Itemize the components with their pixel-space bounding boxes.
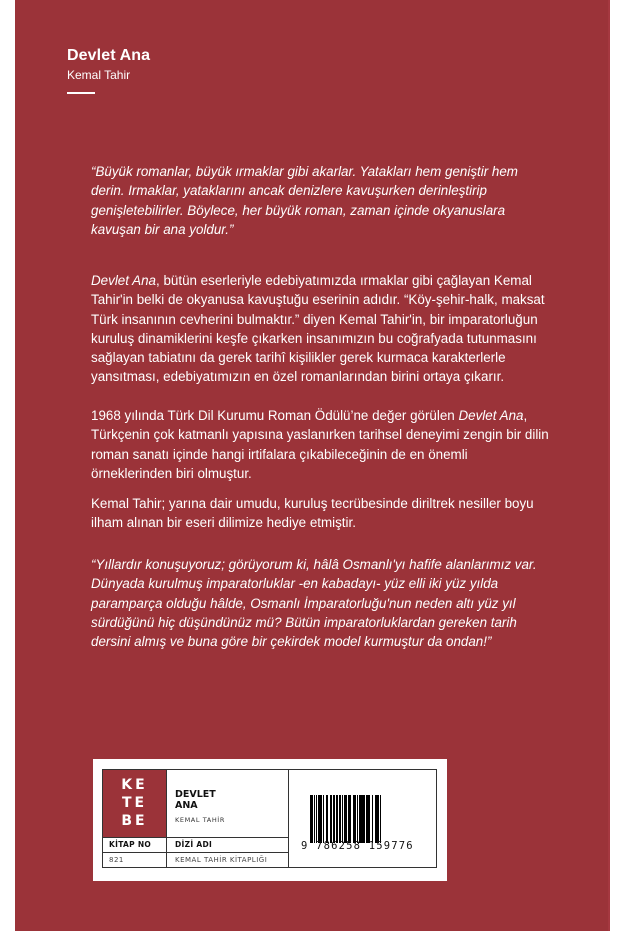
closing-quote [91,555,551,651]
isbn-number: 9 786258 159776 [301,840,414,852]
divider-vertical-2 [288,770,289,867]
paragraph-1-body: , bütün eserleriyle edebiyatımızda ırmaklar gibi çağlayan Kemal Tahir'in belki de okyanusa kavuştuğu eserinin adıdır. “Köy-şehir-halk, maksat Türk insanının cevherini bulmaktır.” diyen Kemal Tahir'in, bir imparatorluğun kuruluş dinamiklerini keşfe çıkarken insanımızın bu coğrafyada tutunmasını sağlayan tabiatını da gerek tarihî kişilikler gerek kurmaca karakterlerle yansıtması, edebiyatımızın en özel romanlarından birini ortaya çıkarır. [91,273,545,385]
book-no-header: KİTAP NO [109,840,152,849]
paragraph-1 [91,271,551,387]
paragraph-2 [91,406,551,483]
paragraph-2-body: , Türkçenin çok katmanlı yapısına yaslanırken tarihsel deneyimi zengin bir dilin roman sanatı içinde hangi irtifalara çıkabileceğinin de en önemli örneklerinden biri olmuştur. [91,408,549,481]
publisher-logo [103,770,166,837]
opening-quote-text: “Büyük romanlar, büyük ırmaklar gibi akarlar. Yatakları hem geniştir hem derin. Irmaklar, yataklarını ancak denizlere kavuşurken derinleştirip genişletebilirler. Böylece, her büyük roman, zaman içinde okyanuslara kavuşan bir ana yoldur.” [91,164,518,237]
paragraph-3 [91,494,551,533]
book-info-label [93,759,447,881]
book-title-italic: Devlet Ana [91,273,157,288]
label-table [102,769,437,868]
book-no-value: 821 [109,856,124,864]
barcode [310,795,413,843]
barcode-space [381,795,382,843]
logo-line-2: TE [121,795,148,811]
paragraph-1-text [91,271,551,387]
label-book-title [175,789,216,811]
divider-horizontal-1 [103,837,288,838]
logo-line-1: KE [121,777,148,793]
opening-quote [91,162,551,239]
book-author: Kemal Tahir [67,68,131,82]
paragraph-2-start: 1968 yılında Türk Dil Kurumu Roman Ödülü’ne değer görülen [91,408,459,423]
label-book-author: KEMAL TAHİR [175,816,225,824]
cover-edge [608,0,610,931]
logo-line-3: BE [121,813,148,829]
divider-horizontal-2 [103,852,288,853]
header-divider [67,92,95,94]
cover-header [67,47,150,94]
paragraph-3-text: Kemal Tahir; yarına dair umudu, kuruluş tecrübesinde diriltrek nesiller boyu ilham alınan bir eseri dilimize hediye etmiştir. [91,496,534,531]
paragraph-2-text [91,406,551,483]
closing-quote-text: “Yıllardır konuşuyoruz; görüyorum ki, hâlâ Osmanlı'yı hafife alanlarımız var. Dünyada kurulmuş imparatorluklar -en kabadayı- yüz elli iki yüz yılda paramparça olduğu hâlde, Osmanlı İmparatorluğu'nun neden altı yüz yıl sürdüğünü hiç düşündünüz mü? Bütün imparatorluklardan gereken tarih dersini almış ve buna göre bir çekirdek model kurmuştur da ondan!” [91,557,537,650]
book-title-italic: Devlet Ana [458,408,524,423]
label-title-line-2: ANA [175,800,198,811]
series-header: DİZİ ADI [175,840,213,849]
series-value: KEMAL TAHİR KİTAPLIĞI [175,856,268,864]
label-title-line-1: DEVLET [175,789,216,800]
book-title: Devlet Ana [67,47,151,64]
